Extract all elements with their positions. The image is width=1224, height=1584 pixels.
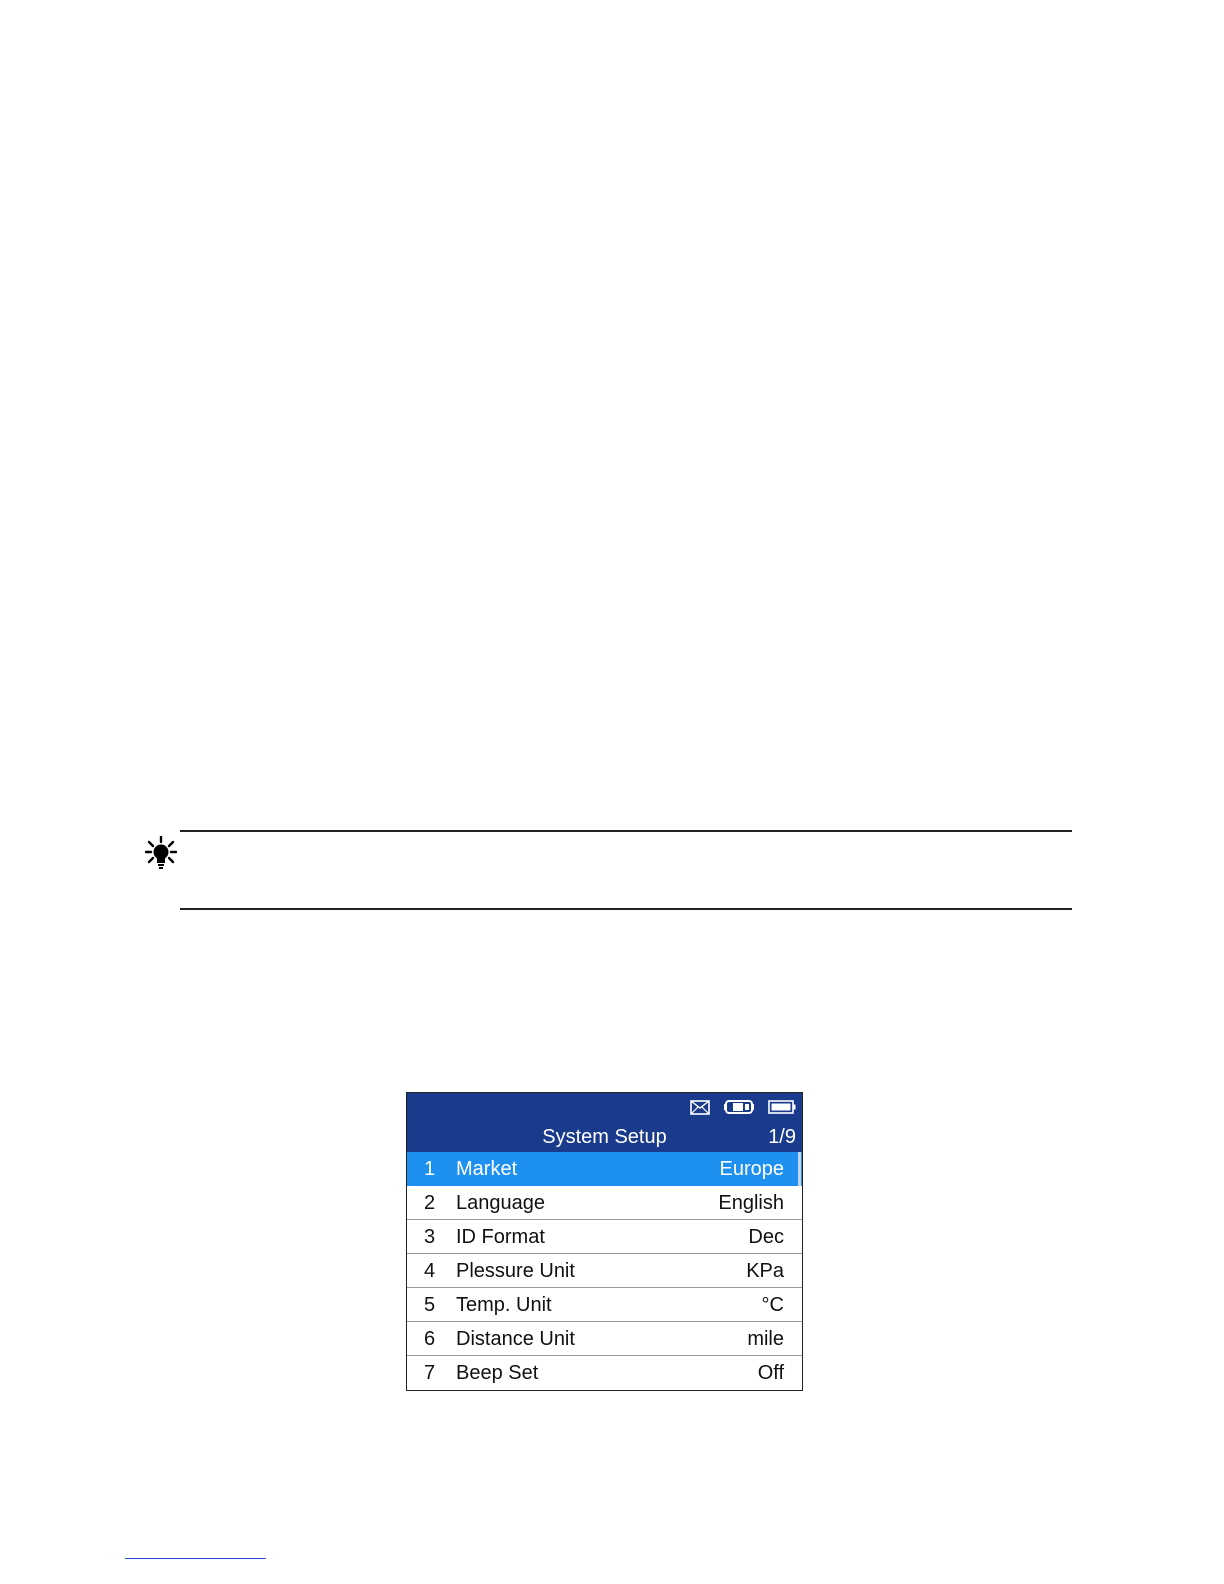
menu-item-label: Distance Unit xyxy=(456,1328,575,1350)
menu-item-temp-unit[interactable] xyxy=(407,1288,802,1322)
menu-item-value: KPa xyxy=(746,1260,784,1282)
menu-item-number: 3 xyxy=(424,1226,436,1248)
menu-item-number: 4 xyxy=(424,1260,436,1282)
lightbulb-icon xyxy=(145,836,177,870)
mail-icon xyxy=(690,1100,710,1115)
menu-item-number: 1 xyxy=(424,1158,436,1180)
menu-item-label: Plessure Unit xyxy=(456,1260,575,1282)
screen-title: System Setup xyxy=(542,1126,667,1148)
status-bar xyxy=(690,1098,796,1116)
menu-item-label: Market xyxy=(456,1158,518,1180)
menu-item-label: Beep Set xyxy=(456,1362,539,1384)
menu-item-label: ID Format xyxy=(456,1226,545,1248)
screen-header xyxy=(407,1093,802,1152)
menu-scrollbar[interactable] xyxy=(798,1152,801,1186)
menu-item-beep-set[interactable] xyxy=(407,1356,802,1390)
menu-item-market[interactable] xyxy=(407,1152,802,1186)
menu-item-language[interactable] xyxy=(407,1186,802,1220)
menu-item-value: °C xyxy=(761,1294,784,1316)
battery-icon xyxy=(768,1100,796,1114)
menu-item-value: English xyxy=(718,1192,784,1214)
tip-top-divider xyxy=(180,830,1072,832)
menu-item-value: mile xyxy=(747,1328,784,1350)
setup-menu xyxy=(407,1152,802,1390)
menu-item-pressure-unit[interactable] xyxy=(407,1254,802,1288)
device-screen xyxy=(406,1092,803,1391)
menu-item-number: 7 xyxy=(424,1362,436,1384)
page-indicator: 1/9 xyxy=(768,1126,796,1148)
menu-item-label: Language xyxy=(456,1192,545,1214)
menu-item-number: 6 xyxy=(424,1328,436,1350)
menu-item-value: Off xyxy=(757,1362,784,1384)
vehicle-connection-icon xyxy=(724,1099,754,1115)
menu-item-value: Europe xyxy=(719,1158,784,1180)
menu-item-number: 2 xyxy=(424,1192,436,1214)
menu-item-id-format[interactable] xyxy=(407,1220,802,1254)
footer-link-underline[interactable] xyxy=(125,1558,266,1559)
menu-item-label: Temp. Unit xyxy=(456,1294,552,1316)
menu-item-number: 5 xyxy=(424,1294,436,1316)
menu-item-distance-unit[interactable] xyxy=(407,1322,802,1356)
tip-bottom-divider xyxy=(180,908,1072,910)
menu-item-value: Dec xyxy=(748,1226,784,1248)
